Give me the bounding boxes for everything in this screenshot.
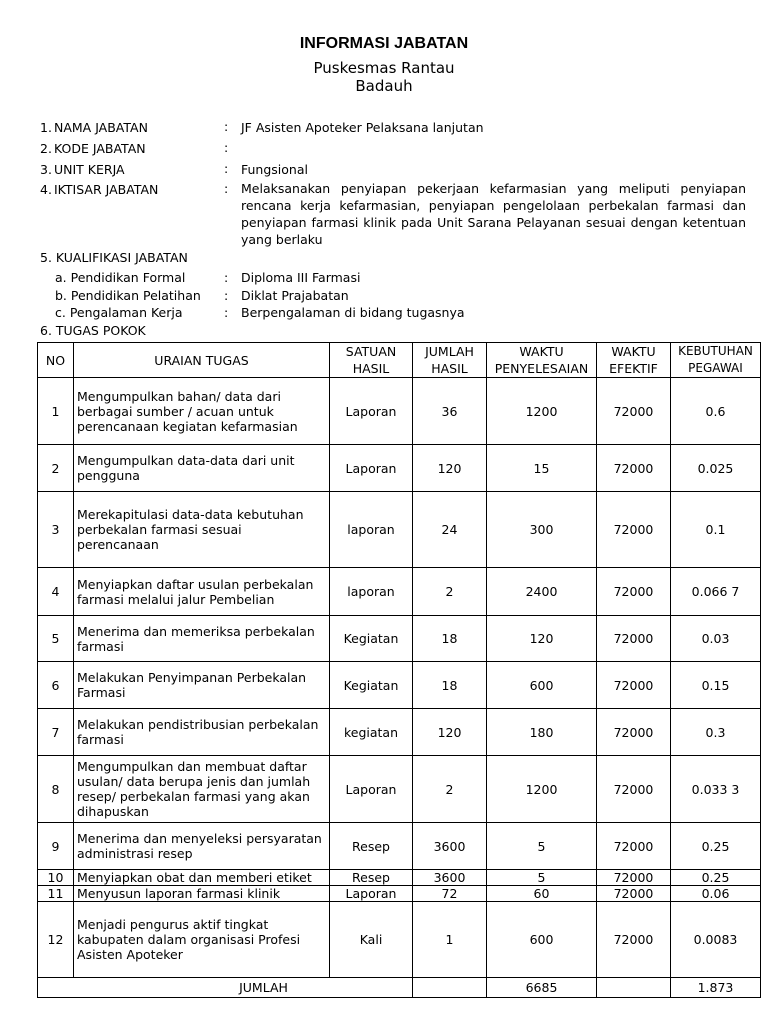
table-row [38, 378, 761, 445]
tugas-table [37, 342, 761, 998]
cell-jumlah: 120 [413, 445, 487, 492]
cell-efektif: 72000 [597, 756, 671, 823]
field-row-unit: 3. UNIT KERJA [40, 162, 125, 177]
cell-satuan: Kegiatan [330, 616, 413, 662]
cell-waktu: 5 [487, 823, 597, 870]
cell-no: 6 [38, 662, 74, 709]
cell-no: 12 [38, 902, 74, 978]
cell-kebutuhan: 0.25 [671, 823, 761, 870]
cell-satuan: Kali [330, 902, 413, 978]
cell-waktu: 600 [487, 662, 597, 709]
cell-efektif: 72000 [597, 886, 671, 902]
table-footer-row [38, 978, 761, 998]
header-satuan: SATUAN HASIL [330, 343, 413, 378]
table-row [38, 445, 761, 492]
field-colon: : [224, 288, 229, 303]
cell-no: 2 [38, 445, 74, 492]
org-name-line2: Badauh [355, 77, 413, 95]
table-row [38, 823, 761, 870]
header-kebutuhan: KEBUTUHAN PEGAWAI [671, 343, 761, 378]
table-row [38, 902, 761, 978]
kualifikasi-value-formal: Diploma III Farmasi [241, 270, 361, 285]
table-row [38, 568, 761, 616]
table-row [38, 870, 761, 886]
field-colon: : [224, 161, 229, 176]
cell-waktu: 1200 [487, 756, 597, 823]
cell-waktu: 600 [487, 902, 597, 978]
cell-uraian: Menerima dan menyeleksi persyaratan administrasi resep [74, 823, 330, 870]
header-jumlah: JUMLAH HASIL [413, 343, 487, 378]
cell-efektif: 72000 [597, 902, 671, 978]
cell-uraian: Melakukan pendistribusian perbekalan farmasi [74, 709, 330, 756]
tugas-heading: 6. TUGAS POKOK [40, 323, 146, 338]
cell-uraian: Mengumpulkan bahan/ data dari berbagai sumber / acuan untuk perencanaan kegiatan kefarmasian [74, 378, 330, 445]
cell-waktu: 180 [487, 709, 597, 756]
field-colon: : [224, 181, 229, 196]
table-row [38, 662, 761, 709]
cell-uraian: Menjadi pengurus aktif tingkat kabupaten dalam organisasi Profesi Asisten Apoteker [74, 902, 330, 978]
footer-label: JUMLAH [38, 978, 413, 998]
cell-uraian: Menyusun laporan farmasi klinik [74, 886, 330, 902]
kualifikasi-label-pengalaman: c. Pengalaman Kerja [55, 305, 183, 320]
cell-jumlah: 18 [413, 662, 487, 709]
cell-efektif: 72000 [597, 616, 671, 662]
table-row [38, 492, 761, 568]
cell-no: 8 [38, 756, 74, 823]
cell-kebutuhan: 0.3 [671, 709, 761, 756]
cell-kebutuhan: 0.033 3 [671, 756, 761, 823]
kualifikasi-heading: 5. KUALIFIKASI JABATAN [40, 250, 188, 265]
cell-jumlah: 1 [413, 902, 487, 978]
cell-efektif: 72000 [597, 823, 671, 870]
kualifikasi-value-pengalaman: Berpengalaman di bidang tugasnya [241, 305, 465, 320]
cell-uraian: Menyiapkan obat dan memberi etiket [74, 870, 330, 886]
table-row [38, 756, 761, 823]
cell-jumlah: 3600 [413, 823, 487, 870]
kualifikasi-value-pelatihan: Diklat Prajabatan [241, 288, 349, 303]
cell-no: 3 [38, 492, 74, 568]
cell-kebutuhan: 0.06 [671, 886, 761, 902]
field-value-iktisar: Melaksanakan penyiapan pekerjaan kefarmasian yang meliputi penyiapan rencana kerja kefarmasian, penyiapan pengelolaan perbekalan farmasi dan penyiapan farmasi klinik pada Unit Sarana Pelayanan sesuai dengan ketentuan yang berlaku [241, 181, 746, 247]
cell-uraian: Menerima dan memeriksa perbekalan farmasi [74, 616, 330, 662]
cell-satuan: Laporan [330, 756, 413, 823]
cell-satuan: Kegiatan [330, 662, 413, 709]
cell-jumlah: 36 [413, 378, 487, 445]
cell-efektif: 72000 [597, 709, 671, 756]
field-value-nama: JF Asisten Apoteker Pelaksana lanjutan [241, 120, 484, 135]
header-no: NO [38, 343, 74, 378]
cell-efektif: 72000 [597, 568, 671, 616]
field-colon: : [224, 140, 229, 155]
cell-waktu: 120 [487, 616, 597, 662]
cell-jumlah: 3600 [413, 870, 487, 886]
field-row-iktisar: 4. IKTISAR JABATAN [40, 182, 159, 197]
cell-no: 11 [38, 886, 74, 902]
cell-satuan: laporan [330, 492, 413, 568]
field-colon: : [224, 119, 229, 134]
document-title: INFORMASI JABATAN [299, 35, 469, 52]
cell-no: 10 [38, 870, 74, 886]
cell-satuan: Laporan [330, 886, 413, 902]
field-colon: : [224, 305, 229, 320]
header-waktu: WAKTU PENYELESAIAN [487, 343, 597, 378]
cell-kebutuhan: 0.6 [671, 378, 761, 445]
cell-satuan: Resep [330, 870, 413, 886]
cell-no: 4 [38, 568, 74, 616]
cell-satuan: kegiatan [330, 709, 413, 756]
cell-kebutuhan: 0.025 [671, 445, 761, 492]
cell-jumlah: 24 [413, 492, 487, 568]
cell-uraian: Mengumpulkan data-data dari unit pengguna [74, 445, 330, 492]
cell-kebutuhan: 0.03 [671, 616, 761, 662]
org-name-line1: Puskesmas Rantau [313, 59, 455, 77]
cell-no: 9 [38, 823, 74, 870]
cell-no: 5 [38, 616, 74, 662]
cell-waktu: 60 [487, 886, 597, 902]
cell-waktu: 1200 [487, 378, 597, 445]
cell-kebutuhan: 0.066 7 [671, 568, 761, 616]
table-row [38, 886, 761, 902]
cell-waktu: 300 [487, 492, 597, 568]
table-row [38, 616, 761, 662]
cell-efektif: 72000 [597, 662, 671, 709]
cell-uraian: Melakukan Penyimpanan Perbekalan Farmasi [74, 662, 330, 709]
cell-efektif: 72000 [597, 378, 671, 445]
kualifikasi-label-pelatihan: b. Pendidikan Pelatihan [55, 288, 201, 303]
cell-uraian: Menyiapkan daftar usulan perbekalan farmasi melalui jalur Pembelian [74, 568, 330, 616]
field-row-nama: 1. NAMA JABATAN [40, 120, 148, 135]
field-value-unit: Fungsional [241, 162, 308, 177]
cell-efektif: 72000 [597, 870, 671, 886]
header-uraian: URAIAN TUGAS [74, 343, 330, 378]
cell-kebutuhan: 0.15 [671, 662, 761, 709]
cell-satuan: Resep [330, 823, 413, 870]
footer-empty-cell [597, 978, 671, 998]
cell-no: 1 [38, 378, 74, 445]
cell-no: 7 [38, 709, 74, 756]
cell-waktu: 5 [487, 870, 597, 886]
cell-jumlah: 120 [413, 709, 487, 756]
cell-waktu: 15 [487, 445, 597, 492]
cell-kebutuhan: 0.0083 [671, 902, 761, 978]
footer-kebutuhan-total: 1.873 [671, 978, 761, 998]
cell-satuan: Laporan [330, 445, 413, 492]
cell-jumlah: 2 [413, 756, 487, 823]
footer-waktu-total: 6685 [487, 978, 597, 998]
cell-uraian: Mengumpulkan dan membuat daftar usulan/ data berupa jenis dan jumlah resep/ perbekalan farmasi yang akan dihapuskan [74, 756, 330, 823]
header-efektif: WAKTU EFEKTIF [597, 343, 671, 378]
cell-waktu: 2400 [487, 568, 597, 616]
cell-kebutuhan: 0.1 [671, 492, 761, 568]
cell-jumlah: 72 [413, 886, 487, 902]
table-row [38, 709, 761, 756]
footer-empty-cell [413, 978, 487, 998]
cell-kebutuhan: 0.25 [671, 870, 761, 886]
field-row-kode: 2. KODE JABATAN [40, 141, 146, 156]
cell-satuan: laporan [330, 568, 413, 616]
table-header-row [38, 343, 761, 378]
cell-uraian: Merekapitulasi data-data kebutuhan perbekalan farmasi sesuai perencanaan [74, 492, 330, 568]
kualifikasi-label-formal: a. Pendidikan Formal [55, 270, 186, 285]
cell-jumlah: 18 [413, 616, 487, 662]
cell-efektif: 72000 [597, 445, 671, 492]
field-colon: : [224, 270, 229, 285]
cell-satuan: Laporan [330, 378, 413, 445]
cell-jumlah: 2 [413, 568, 487, 616]
cell-efektif: 72000 [597, 492, 671, 568]
